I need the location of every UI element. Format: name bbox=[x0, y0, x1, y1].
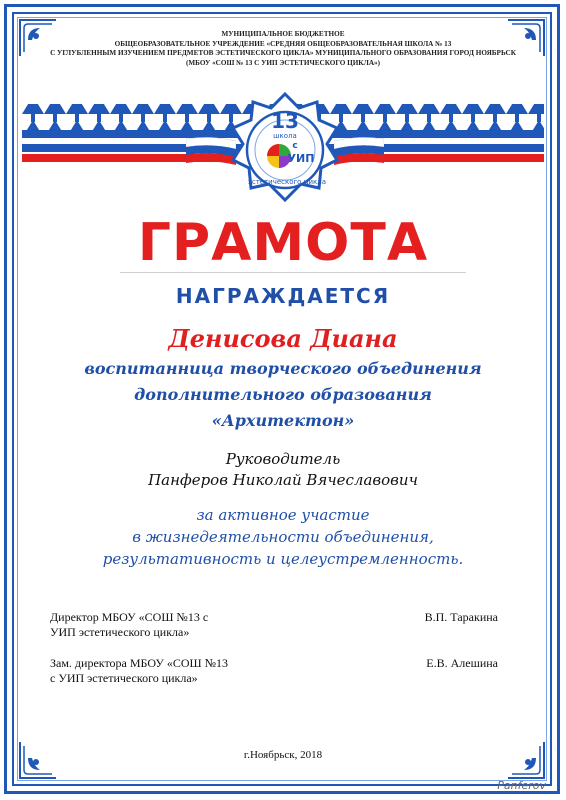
header-line-2: ОБЩЕОБРАЗОВАТЕЛЬНОЕ УЧРЕЖДЕНИЕ «СРЕДНЯЯ ОБЩЕОБРАЗОВАТЕЛЬНАЯ ШКОЛА № 13 bbox=[114, 39, 452, 48]
author-watermark: Panferov bbox=[497, 779, 546, 792]
director-name: В.П. Таракина bbox=[424, 610, 498, 624]
title-divider bbox=[120, 272, 466, 273]
leader-name: Панферов Николай Вячеславович bbox=[148, 471, 418, 489]
description-line-3: «Архитектон» bbox=[211, 411, 355, 430]
emblem-abbr: УИП bbox=[287, 152, 315, 165]
reason-line-2: в жизнедеятельности объединения, bbox=[132, 528, 434, 546]
reason-line-3: результативность и целеустремленность. bbox=[102, 550, 464, 568]
emblem-school: школа bbox=[273, 132, 297, 140]
director-title-line-1: Директор МБОУ «СОШ №13 с bbox=[50, 610, 209, 624]
award-reason bbox=[0, 504, 566, 570]
director-title bbox=[50, 610, 208, 640]
description-line-2: дополнительного образования bbox=[134, 385, 432, 404]
recipient-description bbox=[0, 356, 566, 434]
header-line-3: С УГЛУБЛЕННЫМ ИЗУЧЕНИЕМ ПРЕДМЕТОВ ЭСТЕТИЧЕСКОГО ЦИКЛА» МУНИЦИПАЛЬНОГО ОБРАЗОВАНИЯ ГОРОД НОЯБРЬСК bbox=[50, 49, 516, 57]
leader-label: Руководитель bbox=[225, 450, 341, 468]
emblem-with: с bbox=[292, 141, 298, 151]
emblem-number: 13 bbox=[271, 109, 299, 133]
deputy-name: Е.В. Алешина bbox=[426, 656, 498, 670]
recipient-name: Денисова Диана bbox=[168, 324, 398, 353]
emblem-arc: эстетического цикла bbox=[248, 178, 326, 186]
certificate-title: ГРАМОТА bbox=[137, 213, 429, 273]
header-line-1: МУНИЦИПАЛЬНОЕ БЮДЖЕТНОЕ bbox=[221, 30, 345, 38]
deputy-title bbox=[50, 656, 228, 686]
certificate-subtitle: НАГРАЖДАЕТСЯ bbox=[175, 284, 391, 308]
header-line-4: (МБОУ «СОШ № 13 С УИП ЭСТЕТИЧЕСКОГО ЦИКЛА») bbox=[185, 58, 381, 67]
deputy-title-line-2: с УИП эстетического цикла» bbox=[50, 671, 198, 685]
leader-block bbox=[0, 449, 566, 491]
school-emblem bbox=[215, 92, 355, 210]
description-line-1: воспитанница творческого объединения bbox=[84, 359, 482, 378]
reason-line-1: за активное участие bbox=[196, 506, 370, 524]
school-header bbox=[40, 30, 526, 68]
director-title-line-2: УИП эстетического цикла» bbox=[50, 625, 190, 639]
deputy-title-line-1: Зам. директора МБОУ «СОШ №13 bbox=[50, 656, 229, 670]
place-date: г.Ноябрьск, 2018 bbox=[243, 749, 323, 761]
